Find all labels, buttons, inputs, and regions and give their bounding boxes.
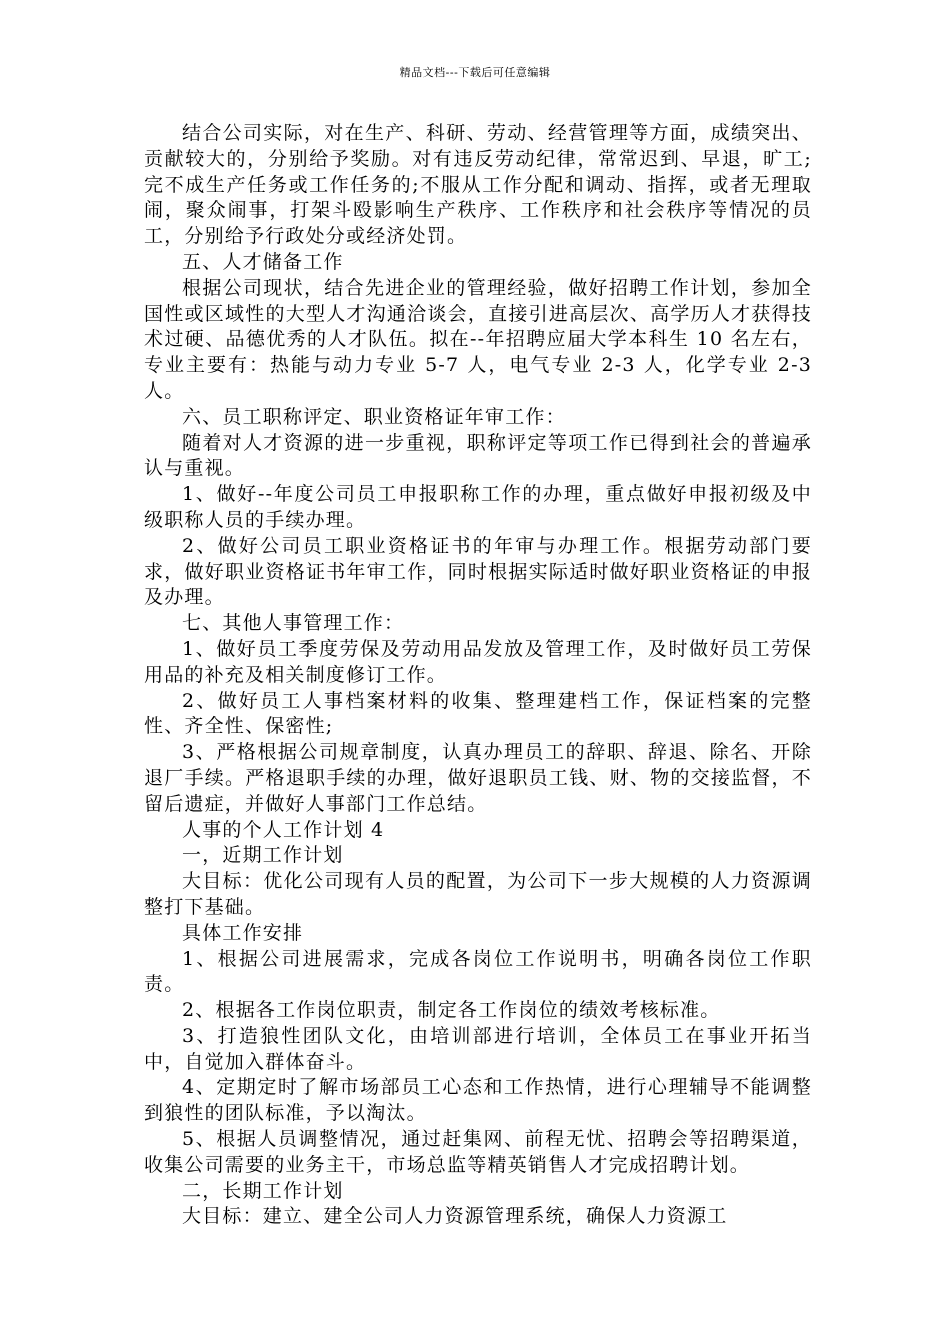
document-body [144, 121, 812, 1230]
section-heading: 六、员工职称评定、职业资格证年审工作： [182, 405, 566, 428]
section-heading: 五、人才储备工作 [182, 250, 344, 273]
section-heading: 二，长期工作计划 [182, 1179, 344, 1202]
paragraph: 随着对人才资源的进一步重视，职称评定等项工作已得到社会的普遍承认与重视。 [144, 431, 812, 480]
list-item: 2、根据各工作岗位职责，制定各工作岗位的绩效考核标准。 [182, 999, 721, 1022]
list-item: 4、定期定时了解市场部员工心态和工作热情，进行心理辅导不能调整到狼性的团队标准，予以淘汰。 [144, 1076, 812, 1125]
section-heading: 七、其他人事管理工作： [182, 612, 405, 635]
section-heading: 一，近期工作计划 [182, 844, 344, 867]
document-title: 人事的个人工作计划 4 [182, 818, 385, 841]
paragraph: 结合公司实际，对在生产、科研、劳动、经营管理等方面，成绩突出、贡献较大的，分别给予奖励。对有违反劳动纪律，常常迟到、早退，旷工;完不成生产任务或工作任务的;不服从工作分配和调动、指挥，或者无理取闹，聚众闹事，打架斗殴影响生产秩序、工作秩序和社会秩序等情况的员工，分别给予行政处分或经济处罚。 [144, 122, 812, 248]
paragraph: 大目标：建立、建全公司人力资源管理系统，确保人力资源工 [182, 1205, 728, 1228]
list-item: 5、根据人员调整情况，通过赶集网、前程无忧、招聘会等招聘渠道，收集公司需要的业务主干，市场总监等精英销售人才完成招聘计划。 [144, 1128, 812, 1176]
list-item: 1、做好--年度公司员工申报职称工作的办理，重点做好申报初级及中级职称人员的手续办理。 [144, 483, 812, 531]
page-header: 精品文档---下载后可任意编辑 [399, 66, 551, 79]
list-item: 2、做好公司员工职业资格证书的年审与办理工作。根据劳动部门要求，做好职业资格证书年审工作，同时根据实际适时做好职业资格证的申报及办理。 [144, 534, 812, 609]
section-heading: 具体工作安排 [182, 921, 304, 944]
list-item: 1、根据公司进展需求，完成各岗位工作说明书，明确各岗位工作职责。 [144, 947, 812, 996]
list-item: 3、严格根据公司规章制度，认真办理员工的辞职、辞退、除名、开除退厂手续。严格退职手续的办理，做好退职员工钱、财、物的交接监督，不留后遗症，并做好人事部门工作总结。 [144, 741, 812, 815]
paragraph: 大目标：优化公司现有人员的配置，为公司下一步大规模的人力资源调整打下基础。 [144, 870, 812, 918]
list-item: 3、打造狼性团队文化，由培训部进行培训，全体员工在事业开拓当中，自觉加入群体奋斗。 [144, 1024, 812, 1073]
paragraph: 根据公司现状，结合先进企业的管理经验，做好招聘工作计划，参加全国性或区域性的大型人才沟通洽谈会，直接引进高层次、高学历人才获得技术过硬、品德优秀的人才队伍。拟在--年招聘应届大学本科生 10 名左右，专业主要有：热能与动力专业 5-7 人，电气专业 2-3 人，化学专业 2-3 人。 [144, 276, 812, 402]
list-item: 2、做好员工人事档案材料的收集、整理建档工作，保证档案的完整性、齐全性、保密性; [144, 689, 812, 738]
list-item: 1、做好员工季度劳保及劳动用品发放及管理工作，及时做好员工劳保用品的补充及相关制度修订工作。 [144, 637, 812, 686]
